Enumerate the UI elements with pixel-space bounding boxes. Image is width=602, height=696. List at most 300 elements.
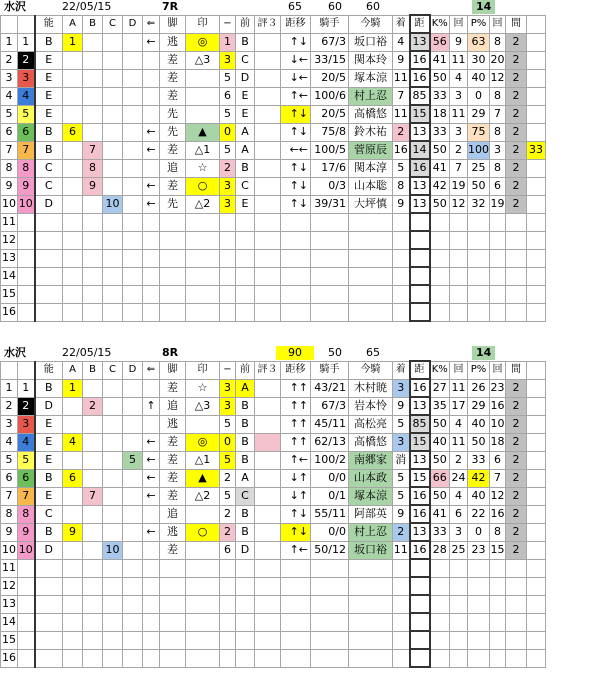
- cell: [311, 649, 349, 667]
- cell: [220, 649, 236, 667]
- cell: 13: [410, 451, 430, 469]
- col-header-hyo: 評３: [255, 361, 281, 379]
- cell: [506, 595, 527, 613]
- cell: 11: [450, 433, 468, 451]
- cell: [255, 195, 281, 213]
- col-header-no2: [18, 361, 35, 379]
- cell: 2: [220, 523, 236, 541]
- cell: [83, 33, 103, 51]
- cell: 42: [430, 177, 450, 195]
- cell: [103, 213, 123, 231]
- cell: [186, 249, 220, 267]
- cell: [103, 285, 123, 303]
- cell: 12: [490, 69, 506, 87]
- cell: [281, 285, 311, 303]
- cell: [527, 631, 546, 649]
- cell: 6: [490, 177, 506, 195]
- cell: 11: [450, 51, 468, 69]
- cell: 3: [450, 523, 468, 541]
- cell: C: [35, 159, 63, 177]
- cell: 6: [1, 123, 18, 141]
- cell: [281, 249, 311, 267]
- cell: 菅原辰: [349, 141, 393, 159]
- cell: [393, 267, 410, 285]
- cell: 0/1: [311, 487, 349, 505]
- cell: [103, 469, 123, 487]
- table-row: [1, 523, 546, 541]
- cell: A: [236, 469, 255, 487]
- cell: [103, 433, 123, 451]
- cell: [143, 559, 160, 577]
- cell: [143, 213, 160, 231]
- cell: 41: [430, 159, 450, 177]
- cell: 5: [123, 451, 143, 469]
- cell: 1: [18, 33, 35, 51]
- cell: [255, 397, 281, 415]
- cell: 4: [1, 87, 18, 105]
- cell: 85: [410, 415, 430, 433]
- cell: [490, 577, 506, 595]
- cell: [220, 231, 236, 249]
- cell: C: [236, 177, 255, 195]
- cell: 4: [18, 433, 35, 451]
- cell: [63, 415, 83, 433]
- cell: [35, 285, 63, 303]
- cell: [430, 213, 450, 231]
- cell: [468, 285, 490, 303]
- cell: 75/8: [311, 123, 349, 141]
- cell: [506, 249, 527, 267]
- cell: [527, 33, 546, 51]
- cell: [123, 33, 143, 51]
- cell: 2: [506, 415, 527, 433]
- cell: D: [35, 541, 63, 559]
- col-header-c: C: [103, 361, 123, 379]
- cell: 阿部英: [349, 505, 393, 523]
- cell: 11: [450, 105, 468, 123]
- cell: [186, 87, 220, 105]
- table-row: [1, 123, 546, 141]
- cell: [18, 613, 35, 631]
- table-row: [1, 415, 546, 433]
- cell: [349, 213, 393, 231]
- cell: [527, 523, 546, 541]
- cell: [83, 123, 103, 141]
- cell: [236, 613, 255, 631]
- table-row: [1, 631, 546, 649]
- cell: [393, 649, 410, 667]
- cell: 40: [468, 487, 490, 505]
- cell: 9: [1, 177, 18, 195]
- cell: [83, 505, 103, 523]
- cell: 16: [410, 487, 430, 505]
- cell: [430, 285, 450, 303]
- cell: [103, 69, 123, 87]
- cell: 14: [1, 613, 18, 631]
- cell: [450, 613, 468, 631]
- cell: [255, 379, 281, 397]
- cell: [143, 267, 160, 285]
- cell: [349, 303, 393, 321]
- cell: [83, 451, 103, 469]
- cell: 40: [430, 433, 450, 451]
- cell: [63, 105, 83, 123]
- cell: [255, 285, 281, 303]
- cell: E: [236, 87, 255, 105]
- cell: 2: [393, 123, 410, 141]
- cell: [83, 469, 103, 487]
- cell: 5: [393, 469, 410, 487]
- cell: 50: [430, 141, 450, 159]
- col-header-extra: [527, 361, 546, 379]
- cell: 0/0: [311, 469, 349, 487]
- cell: ↑↓: [281, 523, 311, 541]
- cell: [527, 303, 546, 321]
- cell: 0/0: [311, 523, 349, 541]
- cell: B: [35, 469, 63, 487]
- cell: ←: [143, 123, 160, 141]
- cell: [35, 249, 63, 267]
- col-header-kai2: 回: [490, 361, 506, 379]
- cell: 追: [160, 159, 186, 177]
- cell: 35: [430, 397, 450, 415]
- cell: 63: [468, 33, 490, 51]
- cell: [63, 213, 83, 231]
- cell: [123, 303, 143, 321]
- cell: [186, 231, 220, 249]
- cell: [18, 231, 35, 249]
- cell: [527, 433, 546, 451]
- col-header-kai2: 回: [490, 15, 506, 33]
- cell: [143, 541, 160, 559]
- cell: 45/11: [311, 415, 349, 433]
- cell: 12: [490, 487, 506, 505]
- cell: 100: [468, 141, 490, 159]
- cell: [410, 649, 430, 667]
- cell: 17/6: [311, 159, 349, 177]
- cell: [103, 397, 123, 415]
- cell: 7: [393, 87, 410, 105]
- cell: [123, 613, 143, 631]
- cell: 1: [220, 33, 236, 51]
- cell: 13: [410, 523, 430, 541]
- col-header-ma: 間: [506, 15, 527, 33]
- cell: D: [236, 69, 255, 87]
- cell: [123, 541, 143, 559]
- cell: [450, 285, 468, 303]
- cell: 33: [430, 87, 450, 105]
- cell: [410, 613, 430, 631]
- col-header-no: [1, 361, 18, 379]
- cell: [186, 505, 220, 523]
- cell: [103, 613, 123, 631]
- cell: [490, 613, 506, 631]
- cell: [281, 267, 311, 285]
- col-header-d: D: [123, 361, 143, 379]
- cell: [83, 415, 103, 433]
- cell: [410, 249, 430, 267]
- cell: [160, 213, 186, 231]
- cell: [349, 595, 393, 613]
- cell: 11: [450, 379, 468, 397]
- cell: [220, 577, 236, 595]
- col-header-in: 印: [186, 15, 220, 33]
- cell: [186, 595, 220, 613]
- cell: [103, 123, 123, 141]
- cell: [143, 649, 160, 667]
- cell: [311, 595, 349, 613]
- cell: 0: [220, 123, 236, 141]
- cell: ←: [143, 433, 160, 451]
- cell: [143, 231, 160, 249]
- cell: A: [236, 379, 255, 397]
- cell: [527, 87, 546, 105]
- cell: ↑↓: [281, 195, 311, 213]
- cell: [349, 577, 393, 595]
- cell: 41: [430, 51, 450, 69]
- cell: 逃: [160, 415, 186, 433]
- cell: 7: [1, 141, 18, 159]
- table-row: [1, 595, 546, 613]
- cell: 16: [1, 649, 18, 667]
- cell: [123, 649, 143, 667]
- cell: 2: [506, 397, 527, 415]
- cell: 3: [450, 123, 468, 141]
- cell: 高松亮: [349, 415, 393, 433]
- track-name: 水沢: [4, 0, 26, 13]
- cell: 10: [1, 541, 18, 559]
- col-header-kyori: 距移: [281, 361, 311, 379]
- cell: [236, 285, 255, 303]
- table-row: [1, 267, 546, 285]
- cell: [468, 595, 490, 613]
- cell: [63, 141, 83, 159]
- cell: [410, 595, 430, 613]
- cell: [527, 649, 546, 667]
- table-row: [1, 613, 546, 631]
- cell: [123, 523, 143, 541]
- cell: 2: [506, 451, 527, 469]
- cell: [236, 231, 255, 249]
- cell: ↑↓: [281, 505, 311, 523]
- cell: [468, 577, 490, 595]
- race-date: 22/05/15: [62, 346, 112, 359]
- cell: 29: [468, 397, 490, 415]
- cell: D: [35, 397, 63, 415]
- cell: 9: [393, 195, 410, 213]
- cell: 1: [63, 33, 83, 51]
- cell: ▲: [186, 123, 220, 141]
- cell: [123, 159, 143, 177]
- cell: [393, 595, 410, 613]
- cell: 4: [18, 87, 35, 105]
- cell: 追: [160, 397, 186, 415]
- cell: 16: [410, 379, 430, 397]
- cell: [430, 303, 450, 321]
- cell: 坂口裕: [349, 541, 393, 559]
- cell: 50: [468, 433, 490, 451]
- cell: [393, 559, 410, 577]
- cell: 33: [468, 451, 490, 469]
- cell: 2: [450, 451, 468, 469]
- cell: 2: [506, 469, 527, 487]
- cell: 2: [1, 397, 18, 415]
- cell: 先: [160, 105, 186, 123]
- cell: 8: [490, 123, 506, 141]
- cell: [255, 267, 281, 285]
- cell: [468, 249, 490, 267]
- col-header-dist: 距: [410, 15, 430, 33]
- cell: △1: [186, 451, 220, 469]
- cell: [35, 631, 63, 649]
- cell: ○: [186, 523, 220, 541]
- table-row: [1, 541, 546, 559]
- cell: E: [35, 51, 63, 69]
- cell: 9: [83, 177, 103, 195]
- table-row: [1, 285, 546, 303]
- cell: [506, 613, 527, 631]
- cell: 13: [410, 195, 430, 213]
- cell: 3: [18, 415, 35, 433]
- col-header-kyori: 距移: [281, 15, 311, 33]
- cell: [123, 213, 143, 231]
- cell: 8: [18, 159, 35, 177]
- cell: [103, 33, 123, 51]
- cell: 100/5: [311, 141, 349, 159]
- cell: [186, 303, 220, 321]
- cell: [123, 487, 143, 505]
- col-header-extra: [527, 15, 546, 33]
- cell: [281, 577, 311, 595]
- cell: [160, 231, 186, 249]
- cell: 2: [1, 51, 18, 69]
- cell: [430, 231, 450, 249]
- cell: 5: [220, 451, 236, 469]
- cell: 23: [468, 541, 490, 559]
- cell: [410, 577, 430, 595]
- cell: [490, 631, 506, 649]
- cell: [160, 595, 186, 613]
- cell: [430, 559, 450, 577]
- cell: 13: [410, 177, 430, 195]
- cell: 村上忍: [349, 87, 393, 105]
- cell: 19: [450, 177, 468, 195]
- cell: [236, 631, 255, 649]
- distance-value: 14: [472, 346, 495, 360]
- cell: 8: [83, 159, 103, 177]
- col-header-minus: −: [220, 361, 236, 379]
- cell: 50/12: [311, 541, 349, 559]
- cell: 15: [490, 541, 506, 559]
- cell: 13: [1, 595, 18, 613]
- entry-table: [0, 14, 546, 322]
- cell: [123, 87, 143, 105]
- cell: 15: [410, 433, 430, 451]
- cell: E: [35, 105, 63, 123]
- col-header-b: B: [83, 15, 103, 33]
- cell: [220, 267, 236, 285]
- cell: 66: [430, 469, 450, 487]
- cell: [103, 415, 123, 433]
- cell: [123, 105, 143, 123]
- cell: 25: [468, 159, 490, 177]
- cell: [83, 649, 103, 667]
- cell: [143, 379, 160, 397]
- col-header-arr: ⇐: [143, 15, 160, 33]
- cell: [35, 577, 63, 595]
- cell: [143, 595, 160, 613]
- cell: [103, 577, 123, 595]
- cell: [236, 559, 255, 577]
- cell: [506, 231, 527, 249]
- cell: [255, 631, 281, 649]
- cell: [311, 213, 349, 231]
- cell: [35, 649, 63, 667]
- cell: [450, 213, 468, 231]
- cell: [186, 285, 220, 303]
- table-row: [1, 231, 546, 249]
- cell: [255, 51, 281, 69]
- cell: [18, 267, 35, 285]
- cell: [35, 559, 63, 577]
- table-row: [1, 505, 546, 523]
- cell: D: [35, 195, 63, 213]
- cell: [255, 433, 281, 451]
- cell: [160, 631, 186, 649]
- cell: 5: [220, 487, 236, 505]
- cell: [143, 69, 160, 87]
- cell: 2: [506, 433, 527, 451]
- cell: ←: [143, 195, 160, 213]
- cell: 2: [220, 469, 236, 487]
- cell: [236, 595, 255, 613]
- cell: [393, 613, 410, 631]
- cell: A: [236, 141, 255, 159]
- cell: [255, 469, 281, 487]
- cell: [103, 451, 123, 469]
- cell: 17: [450, 397, 468, 415]
- cell: ↑↑: [281, 379, 311, 397]
- cell: 10: [18, 541, 35, 559]
- cell: 大坪慎: [349, 195, 393, 213]
- table-row: [1, 141, 546, 159]
- cell: 62/13: [311, 433, 349, 451]
- cell: [103, 649, 123, 667]
- cell: ↑↓: [281, 159, 311, 177]
- cell: 9: [393, 397, 410, 415]
- cell: ▲: [186, 469, 220, 487]
- cell: 27: [430, 379, 450, 397]
- cell: 村上忍: [349, 523, 393, 541]
- cell: 坂口裕: [349, 33, 393, 51]
- cell: 5: [18, 105, 35, 123]
- cell: 5: [1, 105, 18, 123]
- cell: B: [236, 415, 255, 433]
- cell: 13: [410, 123, 430, 141]
- cell: 14: [410, 141, 430, 159]
- cell: E: [35, 433, 63, 451]
- cell: 10: [103, 195, 123, 213]
- cell: [63, 87, 83, 105]
- cell: E: [35, 487, 63, 505]
- cell: 3: [450, 87, 468, 105]
- cell: 3: [1, 69, 18, 87]
- table-row: [1, 33, 546, 51]
- cell: [123, 51, 143, 69]
- hs-value-2: 60: [328, 0, 342, 13]
- cell: [186, 613, 220, 631]
- cell: 4: [450, 69, 468, 87]
